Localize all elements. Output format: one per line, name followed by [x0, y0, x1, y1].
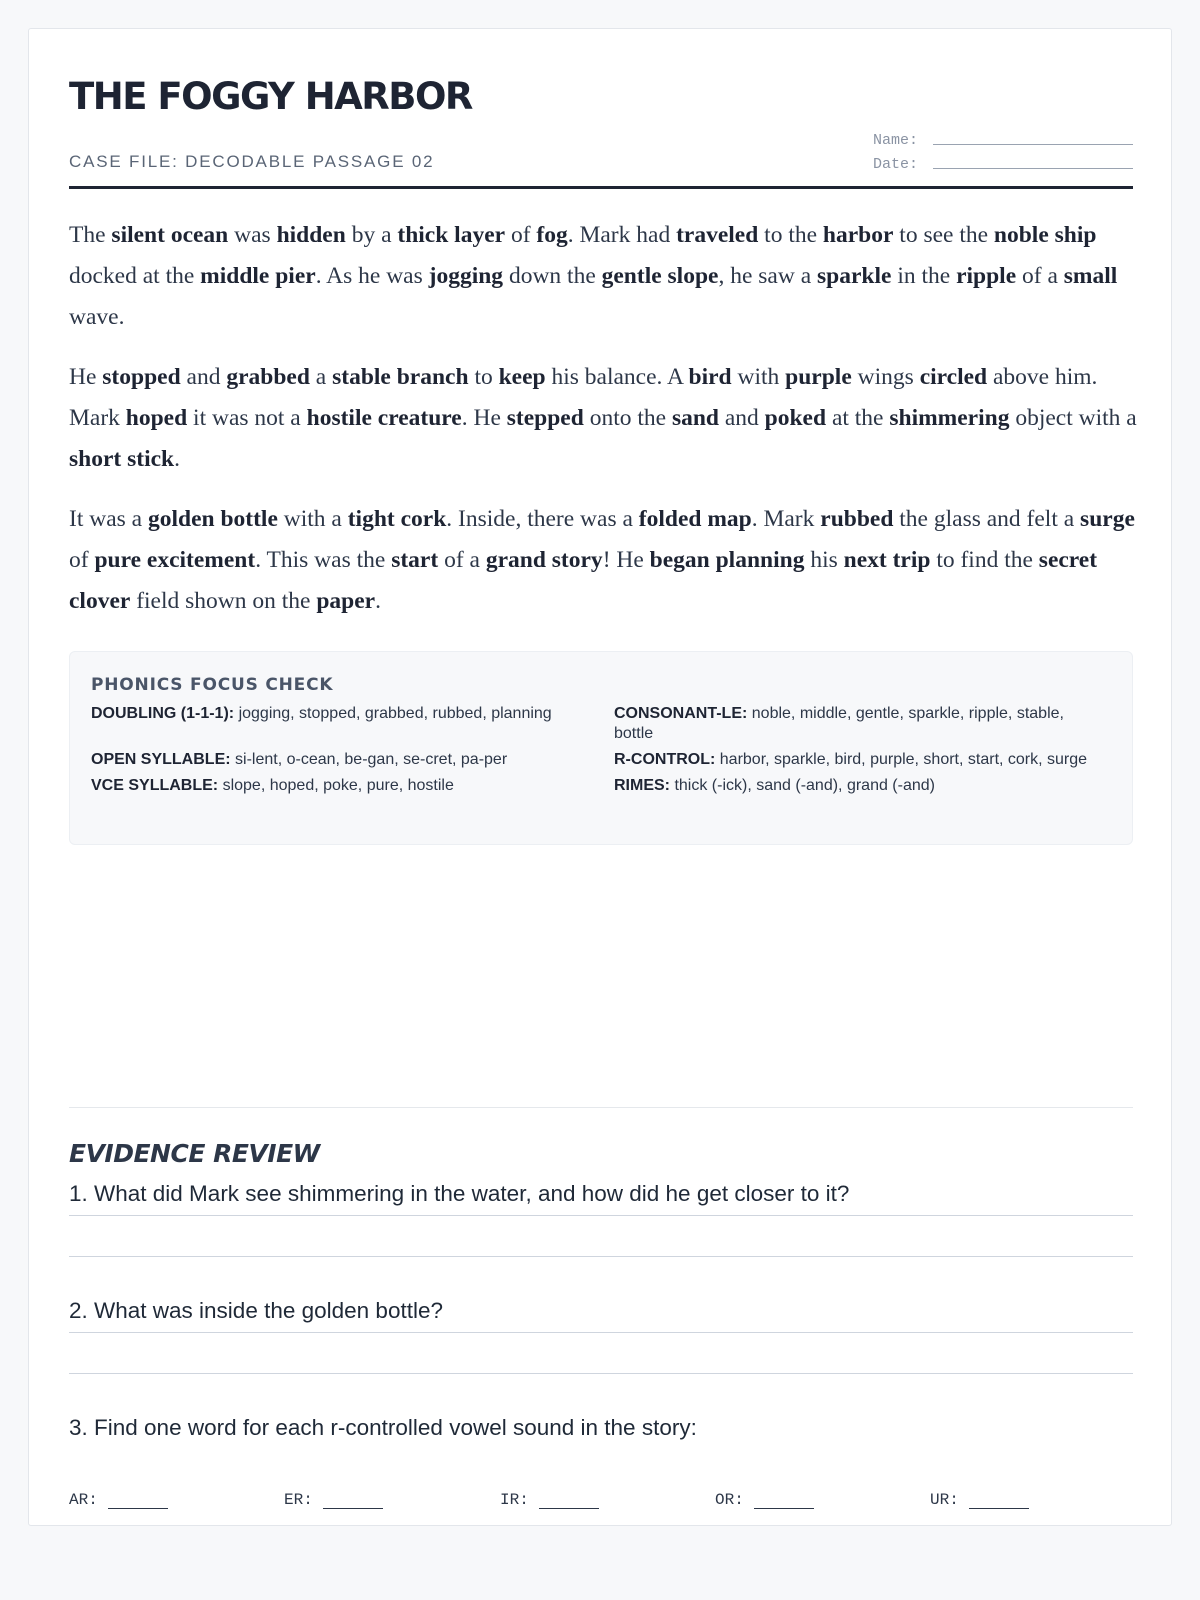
passage-paragraph-1: [69, 215, 1139, 338]
phonics-keyword: silent ocean: [111, 222, 229, 248]
phonics-keyword: secret clover: [69, 547, 1098, 614]
ar-answer: [69, 1491, 168, 1509]
answer-line-1b[interactable]: [69, 1256, 1133, 1257]
phonics-keyword: short stick: [69, 446, 175, 472]
date-row: [873, 149, 1133, 173]
phonics-keyword: keep: [498, 364, 546, 390]
er-label: ER:: [284, 1491, 313, 1509]
passage-text: with: [731, 364, 786, 390]
passage-text: to see the: [893, 222, 994, 248]
phonics-keyword: circled: [919, 364, 988, 390]
phonics-label: OPEN SYLLABLE:: [91, 751, 231, 768]
passage-text: object with a: [1009, 405, 1137, 431]
phonics-label: RIMES:: [614, 777, 670, 794]
phonics-keyword: small: [1063, 263, 1118, 289]
phonics-focus-box: [69, 651, 1133, 845]
phonics-keyword: rubbed: [820, 506, 894, 532]
ur-blank[interactable]: [969, 1492, 1029, 1509]
phonics-keyword: golden bottle: [147, 506, 278, 532]
phonics-label: VCE SYLLABLE:: [91, 777, 219, 794]
passage-text: wings: [851, 364, 920, 390]
phonics-keyword: jogging: [428, 263, 504, 289]
worksheet-page: [28, 28, 1172, 1526]
name-label: Name:: [873, 132, 919, 149]
phonics-words: slope, hoped, poke, pure, hostile: [222, 777, 454, 794]
passage-text: a: [309, 364, 333, 390]
name-line[interactable]: [933, 126, 1133, 145]
answer-line-2b[interactable]: [69, 1373, 1133, 1374]
passage-text: field shown on the: [130, 588, 317, 614]
r-controlled-answers: [69, 1491, 1133, 1515]
phonics-keyword: ripple: [956, 263, 1017, 289]
passage-text: .: [375, 588, 381, 614]
phonics-keyword: gentle slope: [601, 263, 719, 289]
phonics-words: noble, middle, gentle, sparkle, ripple, stable, bottle: [614, 705, 1064, 742]
phonics-keyword: shimmering: [889, 405, 1010, 431]
passage-text: with a: [277, 506, 348, 532]
phonics-words: jogging, stopped, grabbed, rubbed, planning: [238, 705, 552, 722]
passage-text: above him. Mark: [69, 364, 1098, 431]
passage-text: of a: [1016, 263, 1064, 289]
phonics-keyword: harbor: [822, 222, 894, 248]
phonics-keyword: next trip: [843, 547, 931, 573]
passage-text: his balance. A: [545, 364, 689, 390]
or-answer: [715, 1491, 814, 1509]
ar-blank[interactable]: [108, 1492, 168, 1509]
phonics-keyword: noble ship: [993, 222, 1097, 248]
passage-text: ! He: [602, 547, 650, 573]
name-date-fields: [873, 125, 1133, 173]
phonics-label: R-CONTROL:: [614, 751, 716, 768]
phonics-keyword: bird: [688, 364, 732, 390]
date-label: Date:: [873, 156, 919, 173]
phonics-words: si-lent, o-cean, be-gan, se-cret, pa-per: [235, 751, 508, 768]
passage-text: . This was the: [255, 547, 392, 573]
er-answer: [284, 1491, 383, 1509]
phonics-rimes: [614, 776, 1114, 796]
section-divider: [69, 1107, 1133, 1108]
phonics-words: harbor, sparkle, bird, purple, short, start, cork, surge: [719, 751, 1088, 768]
passage-text: at the: [826, 405, 890, 431]
phonics-keyword: grand story: [485, 547, 603, 573]
passage-text: docked at the: [69, 263, 201, 289]
passage-paragraph-2: [69, 357, 1139, 480]
ir-blank[interactable]: [539, 1492, 599, 1509]
passage-text: his: [804, 547, 844, 573]
phonics-keyword: stable branch: [332, 364, 469, 390]
phonics-keyword: sparkle: [817, 263, 892, 289]
passage-text: and: [718, 405, 765, 431]
passage-text: .: [174, 446, 180, 472]
phonics-label: DOUBLING (1-1-1):: [91, 705, 235, 722]
passage-text: the glass and felt a: [893, 506, 1081, 532]
passage-text: it was not a: [187, 405, 307, 431]
phonics-title: PHONICS FOCUS CHECK: [91, 675, 334, 695]
page-title: THE FOGGY HARBOR: [69, 75, 472, 118]
passage-paragraph-3: [69, 499, 1139, 622]
question-1: 1. What did Mark see shimmering in the water, and how did he get closer to it?: [69, 1181, 850, 1206]
phonics-keyword: purple: [785, 364, 852, 390]
phonics-keyword: pure excitement: [94, 547, 256, 573]
or-blank[interactable]: [754, 1492, 814, 1509]
phonics-grid: [91, 704, 1112, 796]
phonics-keyword: began planning: [649, 547, 805, 573]
passage-text: to: [468, 364, 499, 390]
passage-text: He: [69, 364, 103, 390]
phonics-label: CONSONANT-LE:: [614, 705, 748, 722]
passage-text: by a: [345, 222, 398, 248]
passage-text: of: [69, 547, 95, 573]
phonics-keyword: paper: [316, 588, 376, 614]
evidence-review-title: EVIDENCE REVIEW: [69, 1139, 320, 1168]
phonics-keyword: hidden: [276, 222, 346, 248]
phonics-keyword: stopped: [102, 364, 181, 390]
phonics-keyword: grabbed: [226, 364, 310, 390]
passage-text: wave.: [69, 304, 125, 330]
answer-line-1a[interactable]: [69, 1215, 1133, 1216]
passage-text: . Inside, there was a: [446, 506, 639, 532]
phonics-keyword: surge: [1080, 506, 1135, 532]
ir-label: IR:: [500, 1491, 529, 1509]
passage-text: in the: [891, 263, 957, 289]
phonics-keyword: middle pier: [200, 263, 316, 289]
passage-text: The: [69, 222, 112, 248]
passage-text: onto the: [583, 405, 672, 431]
ur-label: UR:: [930, 1491, 959, 1509]
ur-answer: [930, 1491, 1029, 1509]
worksheet-header: [69, 73, 1133, 189]
phonics-keyword: traveled: [676, 222, 759, 248]
ar-label: AR:: [69, 1491, 98, 1509]
or-label: OR:: [715, 1491, 744, 1509]
case-file-subtitle: CASE FILE: DECODABLE PASSAGE 02: [69, 152, 435, 171]
passage-text: . Mark: [751, 506, 821, 532]
answer-line-2a[interactable]: [69, 1332, 1133, 1333]
name-row: [873, 125, 1133, 149]
phonics-keyword: poked: [764, 405, 827, 431]
phonics-vce-syllable: [91, 776, 614, 796]
passage-text: of: [505, 222, 537, 248]
passage-text: was: [228, 222, 277, 248]
passage-text: . He: [461, 405, 507, 431]
ir-answer: [500, 1491, 599, 1509]
passage-text: and: [180, 364, 227, 390]
passage-text: to the: [758, 222, 823, 248]
phonics-doubling: [91, 704, 614, 744]
phonics-keyword: start: [391, 547, 439, 573]
story-passage: [69, 215, 1139, 641]
passage-text: , he saw a: [718, 263, 818, 289]
date-line[interactable]: [933, 150, 1133, 169]
phonics-keyword: tight cork: [347, 506, 447, 532]
phonics-keyword: hostile creature: [306, 405, 462, 431]
phonics-keyword: sand: [671, 405, 719, 431]
passage-text: . As he was: [315, 263, 429, 289]
phonics-keyword: fog: [536, 222, 568, 248]
phonics-r-control: [614, 750, 1114, 770]
er-blank[interactable]: [323, 1492, 383, 1509]
passage-text: . Mark had: [567, 222, 677, 248]
phonics-keyword: folded map: [638, 506, 752, 532]
phonics-keyword: hoped: [125, 405, 188, 431]
question-3: 3. Find one word for each r-controlled vowel sound in the story:: [69, 1415, 697, 1440]
phonics-words: thick (-ick), sand (-and), grand (-and): [674, 777, 935, 794]
phonics-open-syllable: [91, 750, 614, 770]
phonics-keyword: stepped: [506, 405, 584, 431]
passage-text: of a: [438, 547, 486, 573]
passage-text: to find the: [930, 547, 1039, 573]
question-2: 2. What was inside the golden bottle?: [69, 1298, 443, 1323]
phonics-consonant-le: [614, 704, 1114, 744]
phonics-keyword: thick layer: [397, 222, 506, 248]
passage-text: It was a: [69, 506, 148, 532]
passage-text: down the: [503, 263, 602, 289]
